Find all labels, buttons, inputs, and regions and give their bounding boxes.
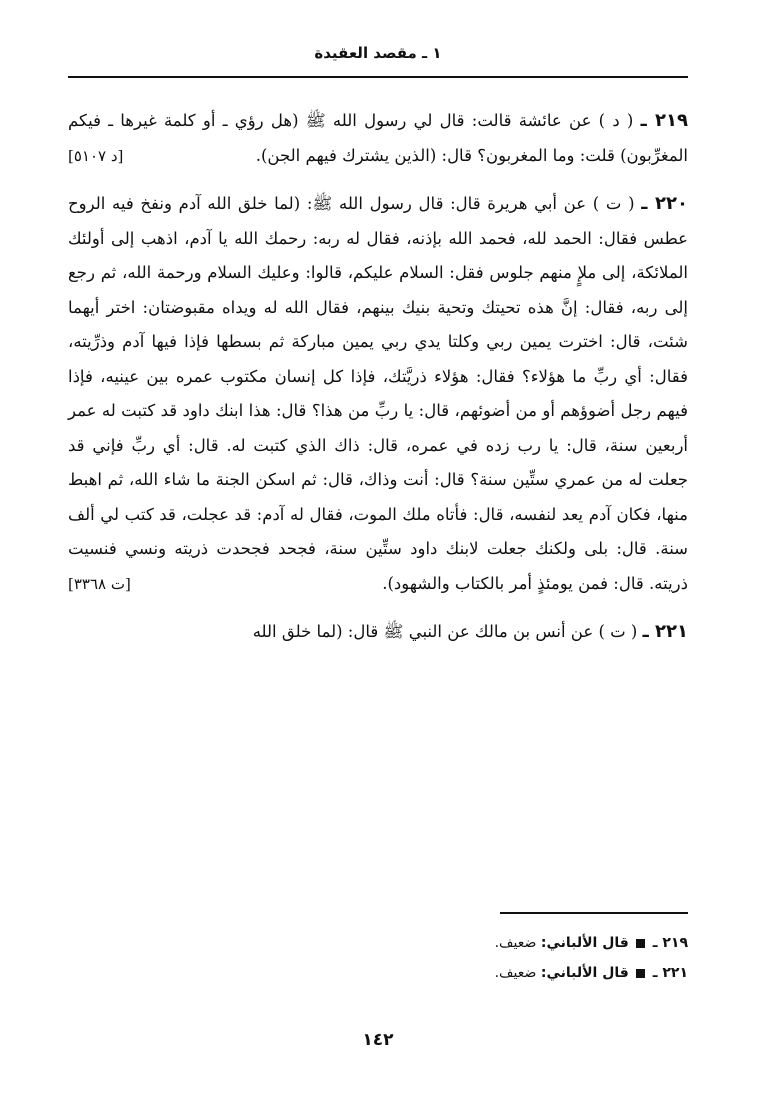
hadith-text: ( د ) عن عائشة قالت: قال لي رسول الله ﷺ (هل رؤي ـ أو كلمة غيرها ـ فيكم المغرِّبون) قلت: وما المغربون؟ قال: (الذين يشترك فيهم الجن). [68,111,688,165]
footnotes [68,928,688,988]
hadith-text: ( ت ) عن أبي هريرة قال: قال رسول الله ﷺ: (لما خلق الله آدم ونفخ فيه الروح عطس فقال: الحمد لله، فحمد الله بإذنه، فقال له ربه: رحمك الله يا آدم، اذهب إلى أولئك الملائكة، إلى ملإٍ منهم جلوس فقل: السلام عليكم، قالوا: وعليك السلام ورحمة الله، ثم رجع إلى ربه، فقال: إنَّ هذه تحيتك وتحية بنيك بينهم، فقال الله له ويداه مقبوضتان: اختر أيهما شئت، قال: اخترت يمين ربي وكلتا يدي ربي يمين مباركة ثم بسطها فإذا فيها آدم وذرِّيته، فقال: أي ربِّ ما هؤلاء؟ فقال: هؤلاء ذريَّتك، فإذا كل إنسان مكتوب عمره بين عينيه، فإذا فيهم رجل أضوؤهم أو من أضوئهم، قال: يا ربِّ من هذا؟ قال: هذا ابنك داود قد كتبت له عمر أربعين سنة، قال: يا رب زده في عمره، قال: ذاك الذي كتبت له. قال: أي ربِّ فإني قد جعلت له من عمري ستِّين سنة؟ قال: أنت وذاك، قال: ثم اسكن الجنة ما شاء الله، ثم اهبط منها، فكان آدم يعد لنفسه، قال: فأتاه ملك الموت، فقال له آدم: قد عجلت، قد كتب لي ألف سنة. قال: بلى ولكنك جعلت لابنك داود ستِّين سنة، فجحد فجحدت ذريته ونسي فنسيت ذريته. قال: فمن يومئذٍ أمر بالكتاب والشهود). [68,194,688,593]
footnote-grade: ضعيف. [494,935,537,951]
footnote-grade: ضعيف. [494,965,537,981]
footnote-219 [68,928,688,958]
page-number: ١٤٢ [362,1030,394,1050]
square-bullet-icon [636,939,645,948]
footnote-number: ٢١٩ ـ [652,935,688,951]
main-text [68,104,688,650]
hadith-text: ( ت ) عن أنس بن مالك عن النبي ﷺ قال: (لما خلق الله [252,622,638,641]
header-rule [68,76,688,78]
hadith-number: ٢١٩ ـ [640,110,689,131]
hadith-220 [68,187,688,601]
footnote-separator [500,912,688,914]
running-header-title: ١ ـ مقصد العقيدة [314,44,442,62]
footnote-221 [68,958,688,988]
hadith-reference: [د ٥١٠٧] [68,146,124,165]
hadith-number: ٢٢١ ـ [642,621,688,642]
footnote-number: ٢٢١ ـ [652,965,688,981]
footnote-label: قال الألباني: [540,935,629,951]
hadith-number: ٢٢٠ ـ [641,193,689,214]
square-bullet-icon [636,969,645,978]
footnote-label: قال الألباني: [540,965,629,981]
hadith-219 [68,104,688,173]
hadith-reference: [ت ٣٣٦٨] [68,574,131,593]
hadith-221 [68,615,688,650]
